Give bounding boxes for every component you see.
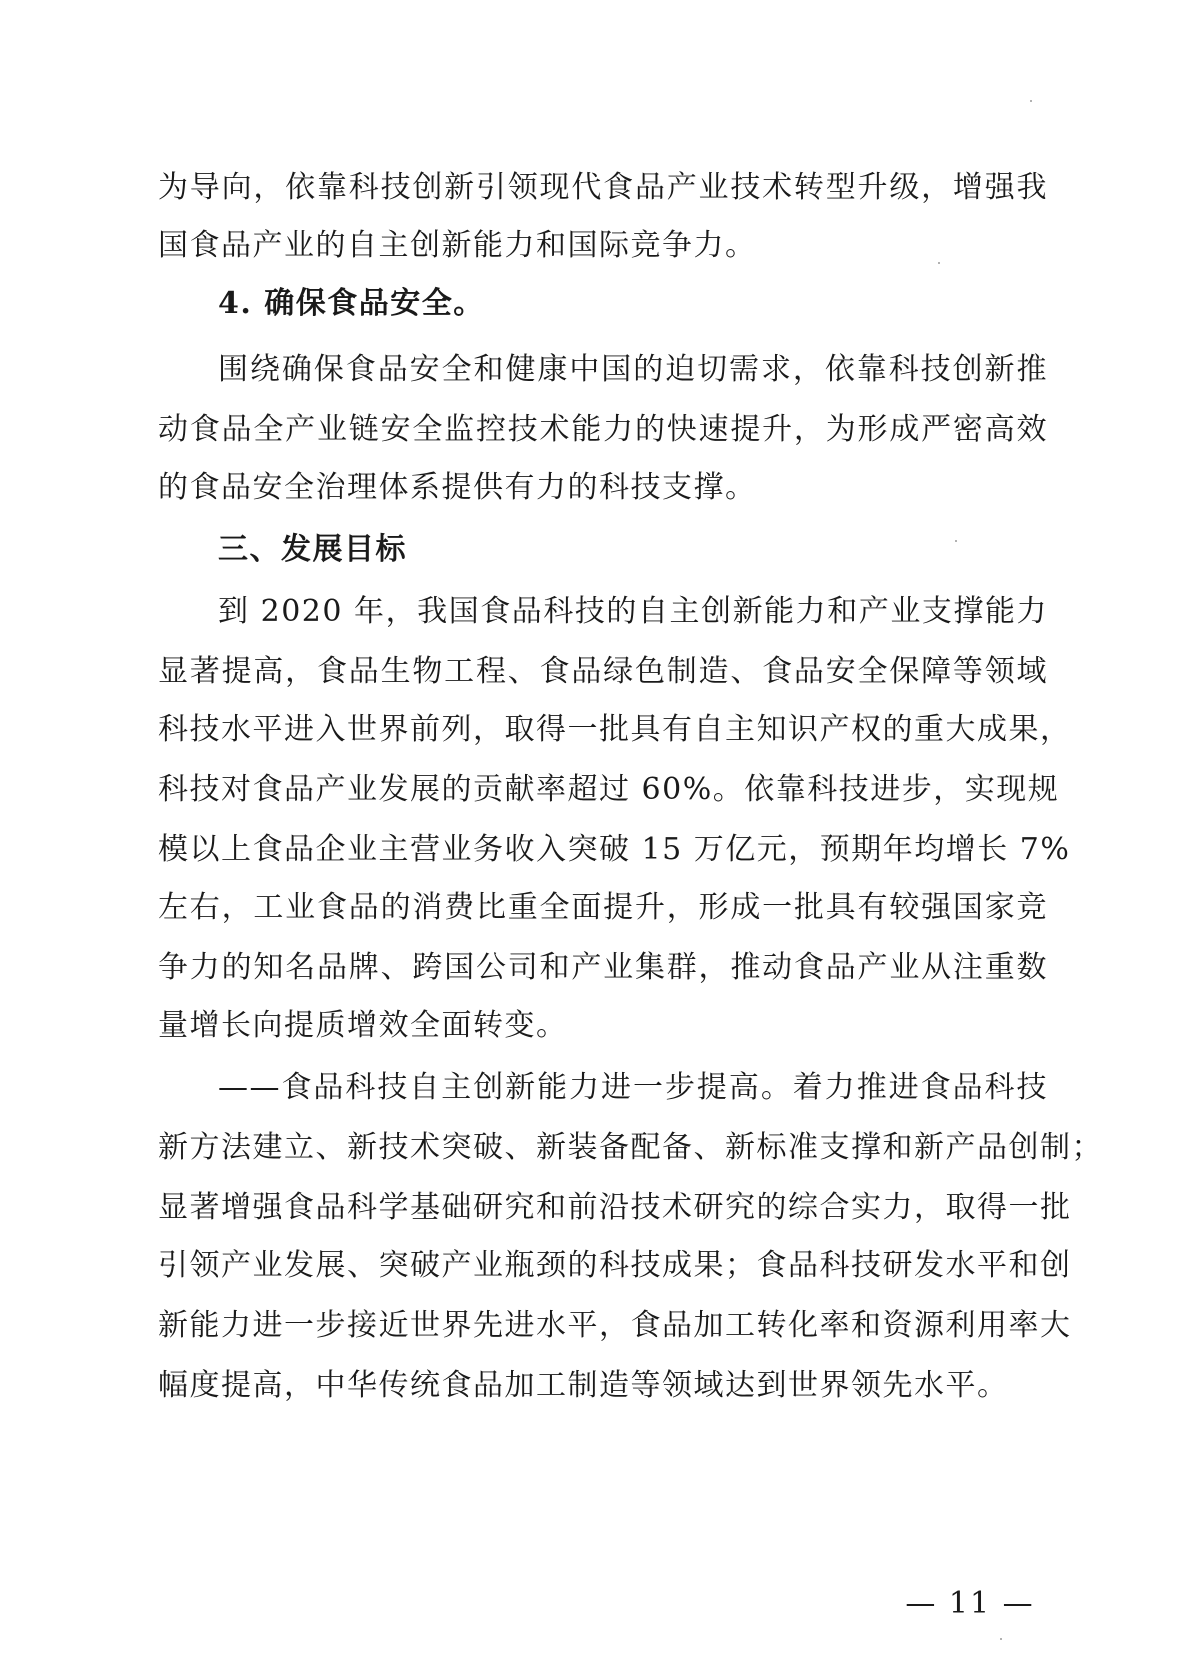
paragraph-line: 围绕确保食品安全和健康中国的迫切需求，依靠科技创新推 [218, 352, 1048, 387]
paragraph-line: 新能力进一步接近世界先进水平，食品加工转化率和资源利用率大 [158, 1308, 1072, 1343]
paragraph-line: 显著增强食品科学基础研究和前沿技术研究的综合实力，取得一批 [158, 1190, 1072, 1225]
paragraph-line: 为导向，依靠科技创新引领现代食品产业技术转型升级，增强我 [158, 170, 1048, 205]
section-heading: 三、发展目标 [218, 532, 407, 567]
paragraph-line: 左右，工业食品的消费比重全面提升，形成一批具有较强国家竞 [158, 890, 1048, 925]
scan-speck [1030, 100, 1032, 102]
paragraph-line: 引领产业发展、突破产业瓶颈的科技成果；食品科技研发水平和创 [158, 1248, 1072, 1283]
paragraph-line: 模以上食品企业主营业务收入突破 15 万亿元，预期年均增长 7% [158, 832, 1071, 867]
paragraph-line: 新方法建立、新技术突破、新装备配备、新标准支撑和新产品创制； [158, 1130, 1103, 1165]
paragraph-line: 动食品全产业链安全监控技术能力的快速提升，为形成严密高效 [158, 412, 1048, 447]
page-number: — 11 — [905, 1586, 1035, 1621]
paragraph-line: 科技对食品产业发展的贡献率超过 60%。依靠科技进步，实现规 [158, 772, 1060, 807]
paragraph-line: 显著提高，食品生物工程、食品绿色制造、食品安全保障等领域 [158, 654, 1048, 689]
paragraph-line: 科技水平进入世界前列，取得一批具有自主知识产权的重大成果， [158, 712, 1072, 747]
paragraph-line: 的食品安全治理体系提供有力的科技支撑。 [158, 470, 757, 505]
paragraph-line: 国食品产业的自主创新能力和国际竞争力。 [158, 228, 757, 263]
scan-speck [938, 262, 940, 264]
paragraph-line: 到 2020 年，我国食品科技的自主创新能力和产业支撑能力 [218, 594, 1048, 629]
paragraph-line: 量增长向提质增效全面转变。 [158, 1008, 568, 1043]
paragraph-line: 幅度提高，中华传统食品加工制造等领域达到世界领先水平。 [158, 1368, 1009, 1403]
section-heading: 4. 确保食品安全。 [218, 286, 485, 321]
paragraph-line: 争力的知名品牌、跨国公司和产业集群，推动食品产业从注重数 [158, 950, 1048, 985]
scan-speck [1000, 1638, 1002, 1640]
paragraph-line: ——食品科技自主创新能力进一步提高。着力推进食品科技 [218, 1070, 1048, 1105]
scan-speck [955, 540, 957, 542]
